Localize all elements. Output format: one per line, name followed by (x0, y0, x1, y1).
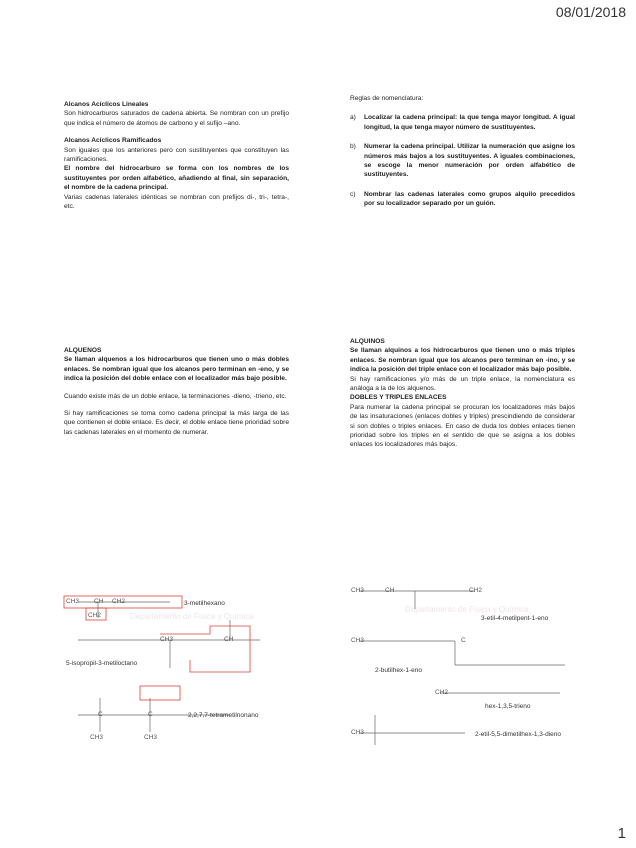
slide-alcanos (64, 100, 289, 211)
watermark-text: Departamento de Física y Química (130, 612, 254, 621)
text-alquenos-1: Se llaman alquenos a los hidrocarburos que tienen uno o más dobles enlaces. Se nombran igual que los alcanos pero terminan en -eno, y se indica la posición del doble enlace con el localizador más bajo posible. (64, 356, 289, 383)
text-ramificados-3: Varias cadenas laterales idénticas se nombran con prefijos di-, tri-, tetra-, etc. (64, 193, 289, 211)
text-alquenos-2: Cuando existe más de un doble enlace, la terminaciones -dieno, -trieno, etc. (64, 392, 287, 400)
caption-2-butilhex-1-eno: 2-butilhex-1-eno (375, 667, 422, 674)
heading-reglas: Reglas de nomenclatura: (350, 95, 424, 102)
rule-item (350, 113, 575, 132)
heading-alquenos: ALQUENOS (64, 347, 102, 354)
label-ch: CH (94, 598, 104, 605)
label-ch2: CH2 (469, 587, 483, 594)
rule-text: Localizar la cadena principal: la que tenga mayor longitud. A igual longitud, la que tenga mayor número de sustituyentes. (364, 114, 575, 131)
label-ch3: CH3 (66, 598, 80, 605)
label-ch: CH (224, 636, 234, 643)
rule-tag: c) (350, 190, 356, 198)
rule-text: Numerar la cadena principal. Utilizar la numeración que asigne los números más bajos a los sustituyentes. A iguales combinaciones, se escoge la menor numeración por orden alfabético de sustituyentes. (364, 143, 575, 179)
slide-alquinos (350, 337, 575, 450)
text-dobles-triples: Para numerar la cadena principal se procuran los localizadores más bajos de las insaturaciones (enlaces dobles y triples) prescindiendo de considerar si son dobles o triples enlaces. En caso de duda los dobles enlaces tienen prioridad sobre los triples en el sentido de que se asigna a los dobles enlaces los localizadores más bajos. (350, 403, 575, 449)
slide-alquenos-estructuras (345, 585, 585, 750)
slide-alcanos-estructuras (60, 590, 310, 750)
caption-3-etil-4-metilpent-1-eno: 3-etil-4-metilpent-1-eno (481, 615, 549, 622)
caption-5-isopropil-3-metiloctano: 5-isopropil-3-metiloctano (66, 660, 138, 667)
slide-alquenos (64, 346, 289, 445)
label-ch2: CH2 (435, 689, 449, 696)
page-date: 08/01/2018 (555, 4, 626, 20)
page-number: 1 (617, 825, 626, 842)
rules-list (350, 113, 575, 208)
text-alquinos-1: Se llaman alquinos a los hidrocarburos que tienen uno o más triples enlaces. Se nombran igual que los alcanos pero terminan en -ino, y se indica la posición del triple enlace con el localizador más bajo posible. (350, 347, 575, 374)
label-ch3: CH3 (160, 636, 174, 643)
caption-tetrametilnonano: 2,2,7,7-tetrametilnonano (188, 712, 259, 719)
label-ch3: CH3 (90, 734, 104, 741)
rule-text: Nombrar las cadenas laterales como grupos alquilo precedidos por su localizador separado por un guión. (364, 190, 575, 208)
label-ch2: CH2 (112, 598, 126, 605)
text-alcanos-lineales: Son hidrocarburos saturados de cadena abierta. Se nombran con un prefijo que indica el número de átomos de carbono y el sufijo –ano. (64, 110, 289, 127)
label-ch3: CH3 (351, 587, 365, 594)
label-ch: CH (385, 587, 395, 594)
caption-3-metilhexano: 3-metilhexano (184, 600, 225, 607)
text-ramificados-2: El nombre del hidrocarburo se forma con los nombres de los sustituyentes por orden alfabético, añadiendo al final, sin separación, el nombre de la cadena principal. (64, 165, 289, 192)
watermark-text: Departamento de Física y Química (405, 605, 529, 614)
label-c: C (148, 711, 153, 718)
heading-alquinos: ALQUINOS (350, 338, 385, 345)
text-alquenos-3: Si hay ramificaciones se toma como cadena principal la más larga de las que contienen el doble enlace. Es decir, el doble enlace tiene prioridad sobre las cadenas laterales en el momento de numerar. (64, 410, 289, 436)
heading-alcanos-lineales: Alcanos Acíclicos Lineales (64, 101, 149, 108)
label-ch3: CH3 (351, 729, 365, 736)
label-c: C (461, 637, 466, 644)
text-ramificados-1: Son iguales que los anteriores pero con sustituyentes que constituyen las ramificaciones. (64, 146, 289, 164)
label-ch3: CH3 (144, 734, 158, 741)
caption-2-etil-dimetilhex-dieno: 2-etil-5,5-dimetilhex-1,3-dieno (475, 731, 561, 738)
label-c: C (98, 711, 103, 718)
label-ch2: CH2 (88, 612, 102, 619)
caption-hex-trieno: hex-1,3,5-trieno (485, 703, 531, 710)
rule-item (350, 190, 575, 209)
rule-tag: b) (350, 143, 356, 151)
slide-reglas (350, 94, 575, 209)
rule-item (350, 142, 575, 180)
rule-tag: a) (350, 114, 356, 122)
heading-dobles-triples: DOBLES Y TRIPLES ENLACES (350, 394, 447, 402)
text-alquinos-2: Si hay ramificaciones y/o más de un triple enlace, la nomenclatura es análoga a la de los alquenos. (350, 375, 575, 393)
label-ch3: CH3 (351, 637, 365, 644)
heading-alcanos-ramificados: Alcanos Acíclicos Ramificados (64, 137, 162, 145)
